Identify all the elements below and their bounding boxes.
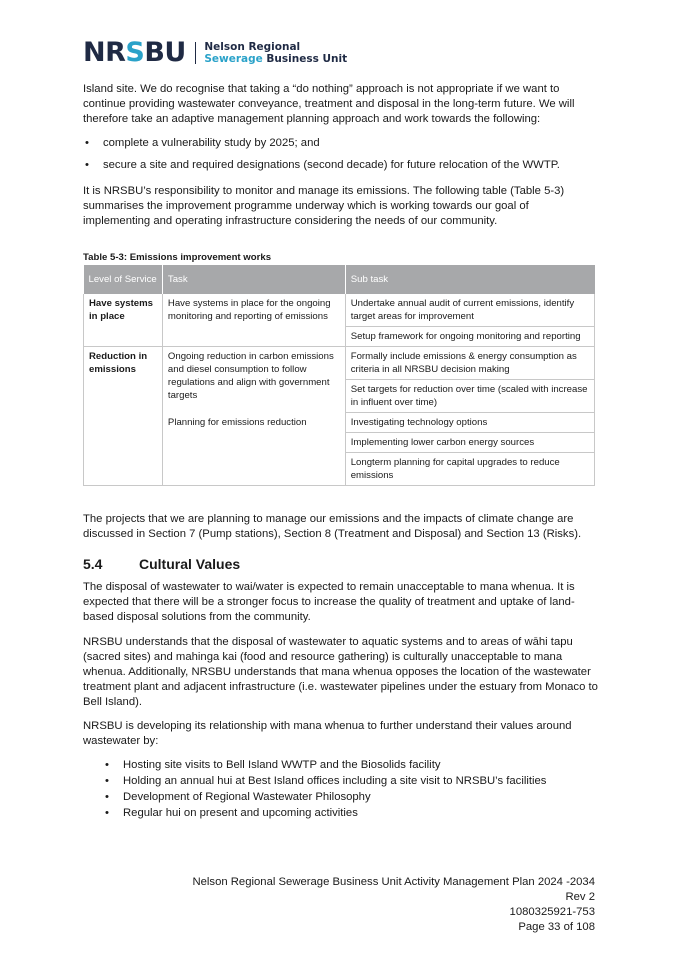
header-level-of-service: Level of Service [84, 265, 163, 294]
logo-mark-bu: BU [144, 37, 186, 68]
subtask-cell: Undertake annual audit of current emissions, identify target areas for improvement [345, 294, 594, 327]
list-item: • Regular hui on present and upcoming activities [105, 805, 605, 821]
intro-paragraph: Island site. We do recognise that taking a “do nothing” approach is not appropriate if we want to continue providing wastewater conveyance, treatment and disposal in the long-term future. We will therefore take an adaptive management planning approach and work towards the following: [83, 83, 575, 125]
subtask-cell: Implementing lower carbon energy sources [345, 433, 594, 453]
logo-line1: Nelson Regional [204, 41, 301, 53]
header-sub-task: Sub task [345, 265, 594, 294]
table-row [84, 347, 595, 380]
footer-revision: Rev 2 [565, 891, 595, 903]
cultural-paragraph-2: NRSBU understands that the disposal of wastewater to aquatic systems and to areas of wāhi tapu (sacred sites) and mahinga kai (food and resource gathering) is culturally unacceptable to mana whenua. Additionally, NRSBU understands that mana whenua opposes the location of the wastewater treatment plant and adjacent infrastructure (i.e. wastewater pipelines under the estuary from Monaco to Bell Island). [83, 636, 598, 708]
list-item: • Hosting site visits to Bell Island WWTP and the Biosolids facility [105, 757, 605, 773]
nrsbu-logo [83, 38, 347, 68]
task-cell: Planning for emissions reduction [162, 413, 345, 486]
header-task: Task [162, 265, 345, 294]
logo-subtitle [204, 41, 347, 65]
emissions-paragraph: It is NRSBU’s responsibility to monitor and manage its emissions. The following table (Table 5-3) summarises the improvement programme underway which is working towards our goal of implementing and operating infrastructure considering the needs of our community. [83, 185, 565, 227]
section-number: 5.4 [83, 556, 103, 572]
subtask-cell: Formally include emissions & energy consumption as criteria in all NRSBU decision making [345, 347, 594, 380]
subtask-cell: Setup framework for ongoing monitoring and reporting [345, 327, 594, 347]
level-of-service-cell: Reduction in emissions [84, 347, 163, 486]
logo-wordmark [83, 38, 186, 68]
list-item: • Development of Regional Wastewater Philosophy [105, 789, 605, 805]
list-item: • secure a site and required designations (second decade) for future relocation of the WWTP. [83, 158, 598, 173]
emissions-table [83, 265, 595, 486]
list-item: • Holding an annual hui at Best Island offices including a site visit to NRSBU’s facilities [105, 773, 605, 789]
level-of-service-cell: Have systems in place [84, 294, 163, 347]
cultural-bullet-list [105, 757, 605, 821]
section-heading [83, 556, 240, 572]
table-header-row [84, 265, 595, 294]
task-cell: Ongoing reduction in carbon emissions and diesel consumption to follow regulations and align with government targets [162, 347, 345, 413]
list-item: • complete a vulnerability study by 2025; and [83, 136, 598, 151]
cultural-paragraph-1: The disposal of wastewater to wai/water is expected to remain unacceptable to mana whenua. It is expected that there will be a stronger focus to increase the quality of treatment and uptake of land-based disposal solutions from the community. [83, 581, 575, 623]
logo-divider [195, 42, 197, 64]
after-table-paragraph: The projects that we are planning to manage our emissions and the impacts of climate change are discussed in Section 7 (Pump stations), Section 8 (Treatment and Disposal) and Section 13 (Risks). [83, 513, 582, 540]
subtask-cell: Set targets for reduction over time (scaled with increase in influent over time) [345, 380, 594, 413]
cultural-paragraph-3: NRSBU is developing its relationship with mana whenua to further understand their values around wastewater by: [83, 720, 572, 747]
table-row [84, 294, 595, 327]
task-cell: Have systems in place for the ongoing monitoring and reporting of emissions [162, 294, 345, 347]
page-footer [192, 875, 595, 935]
subtask-cell: Longterm planning for capital upgrades to reduce emissions [345, 453, 594, 486]
intro-bullet-list [83, 136, 598, 180]
logo-mark-nr: NR [83, 37, 126, 68]
logo-mark-s: S [125, 37, 145, 68]
footer-doc-id: 1080325921-753 [509, 906, 595, 918]
section-title: Cultural Values [139, 556, 241, 572]
subtask-cell: Investigating technology options [345, 413, 594, 433]
logo-line2: Sewerage Business Unit [204, 53, 348, 65]
footer-title: Nelson Regional Sewerage Business Unit Activity Management Plan 2024 -2034 [192, 876, 595, 888]
footer-page-number: Page 33 of 108 [518, 921, 595, 933]
table-caption: Table 5-3: Emissions improvement works [83, 252, 272, 263]
